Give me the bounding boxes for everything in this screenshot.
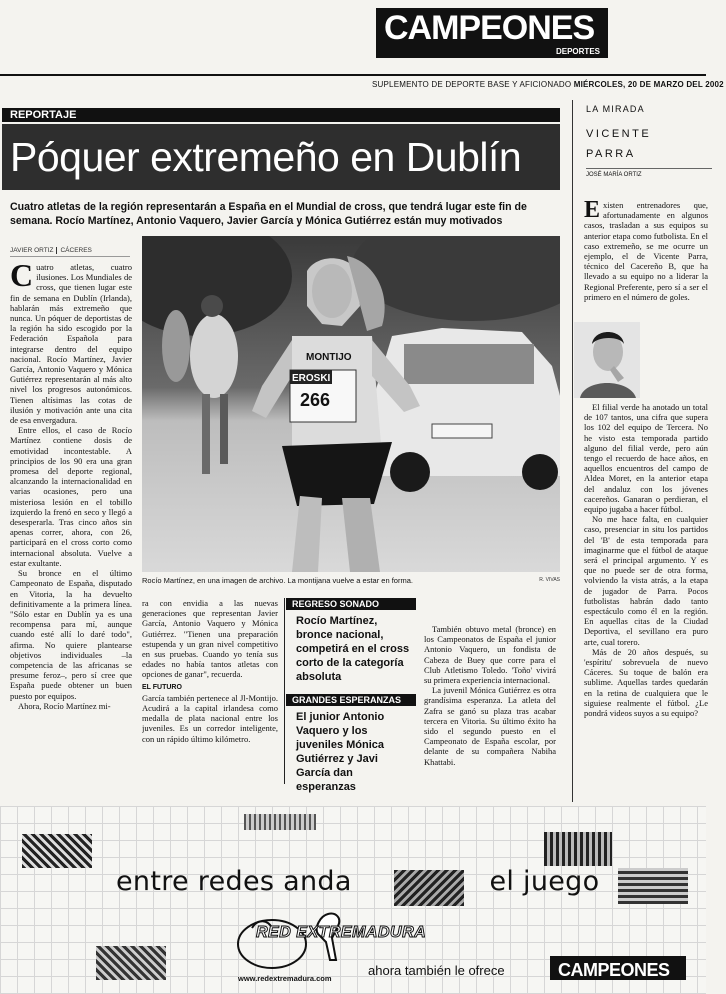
- section-label: REPORTAJE: [2, 108, 560, 122]
- paragraph: Entre ellos, el caso de Rocío Martínez contiene dosis de emotividad incontestable. A principios de los 90 era una gran promesa del deporte regional, alcanzando la internacionalidad en varias ocasiones, pero una misteriosa lesión en el tobillo izquierdo la frenó en seco y llegó a desesperarla. Tras cinco años sin apenas correr, ahora, con 26, participará en el cross corto como internacional absoluta. Vuelve a estar exultante.: [10, 425, 132, 568]
- paragraph: ra con envidia a las nuevas generaciones que representan Javier García, Antonio Vaquero y Mónica Gutiérrez. "Tienen una preparación estupenda y un gran nivel competitivo en sus pruebas. Cuando yo tenía sus edades no había tantos atletas con opciones de ganar", recuerda.: [142, 598, 278, 680]
- sidebar-box: [286, 598, 416, 684]
- divider: [284, 598, 285, 784]
- box-heading: GRANDES ESPERANZAS: [286, 694, 416, 706]
- bib-number: 266: [300, 390, 331, 410]
- photo-caption: Rocío Martínez, en una imagen de archivo. La montijana vuelve a estar en forma.: [142, 576, 413, 585]
- paragraph: Ahora, Rocío Martínez mi-: [18, 700, 111, 711]
- masthead-logo: [376, 8, 608, 58]
- paragraph: Su bronce en el último Campeonato de España, disputado en Vitoria, la ha devuelto definitivamente a la primera línea. "Sólo estar en Dublín ya es una recompensa para mí, aunque cuando esté allí lo daré todo", afirma. No quiere plantearse objetivos individuales –la competencia de las africanas se presume feroz–, pero sí cree que España puede obtener un buen puesto por equipos.: [10, 568, 132, 701]
- ad-url[interactable]: www.redextremadura.com: [238, 974, 332, 983]
- portrait-illustration: [574, 322, 640, 398]
- column-label: LA MIRADA: [586, 104, 645, 114]
- column-author-first: VICENTE: [586, 128, 652, 140]
- column-author: [586, 124, 651, 164]
- network-logo: RED EXTREMADURA: [256, 924, 427, 941]
- net-image: [244, 814, 316, 830]
- runner-photo: [142, 236, 560, 572]
- paragraph: uatro atletas, cuatro ilusiones. Los Mundiales de cross, que tienen lugar este fin de semana en Dublín (Irlanda), hablarán más extremeño que nunca. Un póquer de deportistas de la región ha sido escogido por la Federación Española para integrarse dentro del equipo nacional. Rocío Martínez, Javier García, Antonio Vaquero y Mónica Gutiérrez representarán al más alto nivel los progresos autonómicos. Tienen altísimas las cotas de ilusión y motivación ante una cita de esa envergadura.: [10, 262, 132, 426]
- issue-date: MIÉRCOLES, 20 DE MARZO DEL 2002: [573, 80, 724, 89]
- ad-slogan-1: entre redes anda: [116, 866, 352, 897]
- supplement-label: SUPLEMENTO DE DEPORTE BASE Y AFICIONADO: [372, 80, 572, 89]
- ad-slogan-2: el juego: [489, 866, 600, 897]
- author-portrait: [574, 322, 640, 398]
- byline: [10, 247, 130, 257]
- paragraph: El filial verde ha anotado un total de 107 tantos, una cifra que supera los 102 del equipo de Tercera. No he visto esta temporada partido alguno del filial verde, pero aún tengo el recuerdo de hace años, en aquellos encuentros del campo de Aldea Moret, en la anterior etapa del andaluz con los jóvenes cacereños. Ganaran o perdieran, el equipo jugaba a hacer fútbol.: [584, 402, 708, 515]
- bib-sponsor-2: EROSKI: [292, 373, 331, 384]
- ad-slogan: [116, 866, 599, 897]
- stork-logo-icon: [232, 908, 352, 976]
- masthead-subtitle: DEPORTES: [555, 47, 600, 56]
- paragraph: La juvenil Mónica Gutiérrez es otra grandísima esperanza. La atleta del Zafra se ganó su plaza tras acabar tercera en Vitoria. Su último éxito ha sido el segundo puesto en el Campeonato de España escolar, por delante de su compañera Nabiha Khattabi.: [424, 685, 556, 767]
- byline-place: CÁCERES: [60, 247, 92, 254]
- ad-offer: ahora también le ofrece: [368, 963, 505, 978]
- paragraph: No me hace falta, en cualquier caso, presenciar in situ los partidos del 'B' de esta temporada para imaginarme que el fútbol de ataque será el principal argumento. Y es que no puede ser de otra forma, volviendo la vista atrás, a la etapa de jugador de Parra. Pocos futbolistas habrán dado tanto espectáculo como él en la región. En aquellas citas de la Ciudad Deportiva, el sevillano era puro arte, cual torero.: [584, 514, 708, 647]
- net-image: [22, 834, 92, 868]
- column-byline: JOSÉ MARÍA ORTIZ: [586, 172, 642, 178]
- ad-campeones-logo: CAMPEONES: [550, 956, 686, 980]
- paragraph: García también pertenece al Jl-Montijo. Acudirá a la capital irlandesa como medalla de plata nacional entre los juveniles. Es un corredor inteligente, con un rápido último kilómetro.: [142, 692, 278, 744]
- column-intro: [584, 197, 708, 302]
- divider: [586, 168, 712, 169]
- paragraph: xisten entrenadores que, afortunadamente en algunos casos, trasladan a sus equipos su anterior etapa como futbolista. En el caso extremeño, se me ocurre un ejemplo, el de Vicente Parra, técnico del Cacereño B, que ha llevado a su equipo no a liderar la Regional Preferente, pero sí a ser el primero en el número de goles.: [584, 200, 708, 302]
- masthead-rule: [0, 74, 706, 76]
- masthead-title: CAMPEONES: [384, 9, 595, 47]
- dropcap: C: [10, 262, 34, 293]
- photo-credit: R. VIVAS: [539, 577, 560, 583]
- masthead-info: [372, 80, 724, 89]
- byline-author: JAVIER ORTIZ: [10, 247, 54, 254]
- column-rule: [572, 100, 573, 802]
- subhead: EL FUTURO: [142, 683, 182, 691]
- box-text: El junior Antonio Vaquero y los juveniles Mónica Gutiérrez y Javi García dan esperanzas: [296, 711, 385, 793]
- article-column-1: [10, 262, 132, 784]
- column-author-last: PARRA: [586, 148, 636, 160]
- sidebar-box: [286, 694, 416, 794]
- paragraph: También obtuvo metal (bronce) en los Campeonatos de España el junior Antonio Vaquero, un fondista de Cabeza de Buey que corre para el Club Atletismo Toledo. 'Toño' vivirá su primera experiencia internacional.: [424, 624, 556, 686]
- column-body: [584, 402, 708, 792]
- paragraph: Más de 20 años después, su 'espíritu' sobrevuela de nuevo Cáceres. Su toque de balón era sublime. Aquellas tardes quedarán en la retina de cualquiera que le siguiese realmente el fútbol. ¿Le pondrá videos suyos a su equipo?: [584, 646, 708, 719]
- net-image: [544, 832, 612, 866]
- lede: Cuatro atletas de la región representarán a España en el Mundial de cross, que tendrá lugar este fin de semana. Rocío Martínez, Antonio Vaquero, Javier García y Mónica Gutiérrez están muy motivados: [10, 201, 527, 227]
- bib-sponsor: MONTIJO: [306, 352, 352, 363]
- dropcap: E: [584, 197, 601, 223]
- net-image: [96, 946, 166, 980]
- net-image: [618, 868, 688, 904]
- box-text: Rocío Martínez, bronce nacional, competirá en el cross corto de la categoría absoluta: [296, 615, 410, 683]
- article-column-2: [142, 598, 278, 784]
- photo-illustration: [142, 236, 560, 572]
- headline: Póquer extremeño en Dublín: [2, 124, 560, 190]
- article-column-3: [424, 624, 556, 784]
- box-heading: REGRESO SONADO: [286, 598, 416, 610]
